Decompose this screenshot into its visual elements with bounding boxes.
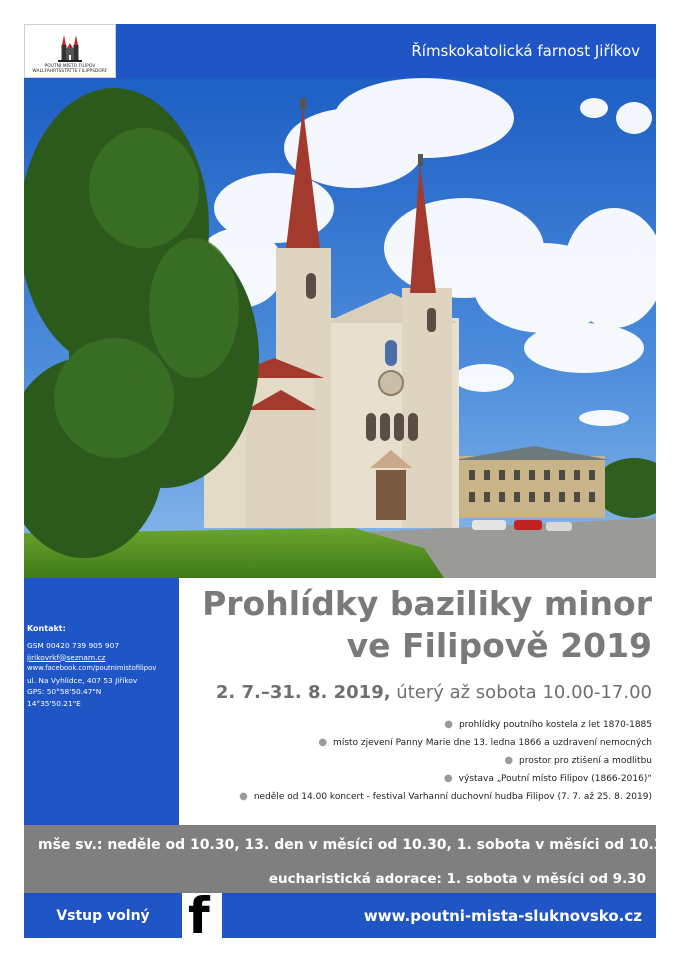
adoration-times: eucharistická adorace: 1. sobota v měsíci od 9.30 <box>268 871 646 887</box>
church-logo-icon <box>55 33 85 63</box>
title-line-1: Prohlídky baziliky minor <box>202 584 652 623</box>
entry-info <box>24 893 182 938</box>
bullet-icon: ● <box>443 773 453 784</box>
basilica-illustration <box>24 78 656 578</box>
opening-days: úterý až sobota 10.00-17.00 <box>390 682 652 703</box>
contact-gps-lat: GPS: 50°58'50.47"N <box>27 687 102 696</box>
bullet-icon: ● <box>444 719 453 730</box>
contact-address: ul. Na Vyhlídce, 407 53 Jiříkov <box>27 675 138 685</box>
list-item: ● prostor pro ztišení a modlitbu <box>504 755 652 766</box>
bullet-icon: ● <box>504 755 514 766</box>
title-line-2: ve Filipově 2019 <box>346 626 652 665</box>
list-item: ● místo zjevení Panny Marie dne 13. ledna 1866 a uzdravení nemocných <box>318 737 652 748</box>
list-item: ● neděle od 14.00 koncert - festival Varhanní duchovní hudba Filipov (7. 7. až 25. 8. 2019) <box>239 791 652 802</box>
logo-line-2: WALLFAHRTSSTÄTTE FILIPPSDORF <box>32 69 108 74</box>
mass-times-bar <box>24 825 674 865</box>
contact-panel <box>24 578 179 825</box>
logo-line-1: POUTNÍ MÍSTO FILIPOV <box>44 64 96 69</box>
bullet-icon: ● <box>318 737 328 748</box>
basilica-photo <box>24 78 656 578</box>
contact-title: Kontakt: <box>27 624 66 633</box>
opening-dates <box>184 682 652 703</box>
logo <box>24 24 116 78</box>
list-item: ● výstava „Poutní místo Filipov (1866-2016)“ <box>443 773 652 784</box>
contact-email-link[interactable]: jirikovrkf@seznam.cz <box>27 652 106 662</box>
header-bar <box>116 24 656 78</box>
website-link[interactable]: www.poutni-mista-sluknovsko.cz <box>363 906 642 925</box>
adoration-bar <box>24 865 656 893</box>
page-title <box>184 583 652 667</box>
bullet-icon: ● <box>239 791 248 802</box>
list-item: ● prohlídky poutního kostela z let 1870-1885 <box>444 719 652 730</box>
date-range: 2. 7.–31. 8. 2019, <box>215 682 391 703</box>
contact-gps-lon: 14°35'50.21"E <box>27 698 81 708</box>
contact-phone: GSM 00420 739 905 907 <box>27 641 120 650</box>
entry-text: Vstup volný <box>56 907 150 924</box>
contact-facebook-link[interactable]: www.facebook.com/poutnimistofilipov <box>27 664 157 672</box>
feature-list <box>180 716 652 806</box>
parish-name: Římskokatolická farnost Jiříkov <box>411 42 640 60</box>
mass-times: mše sv.: neděle od 10.30, 13. den v měsíci od 10.30, 1. sobota v měsíci od 10.30 <box>38 837 674 853</box>
website-bar <box>222 893 656 938</box>
facebook-icon[interactable] <box>182 887 222 945</box>
facebook-letter: f <box>188 887 210 945</box>
